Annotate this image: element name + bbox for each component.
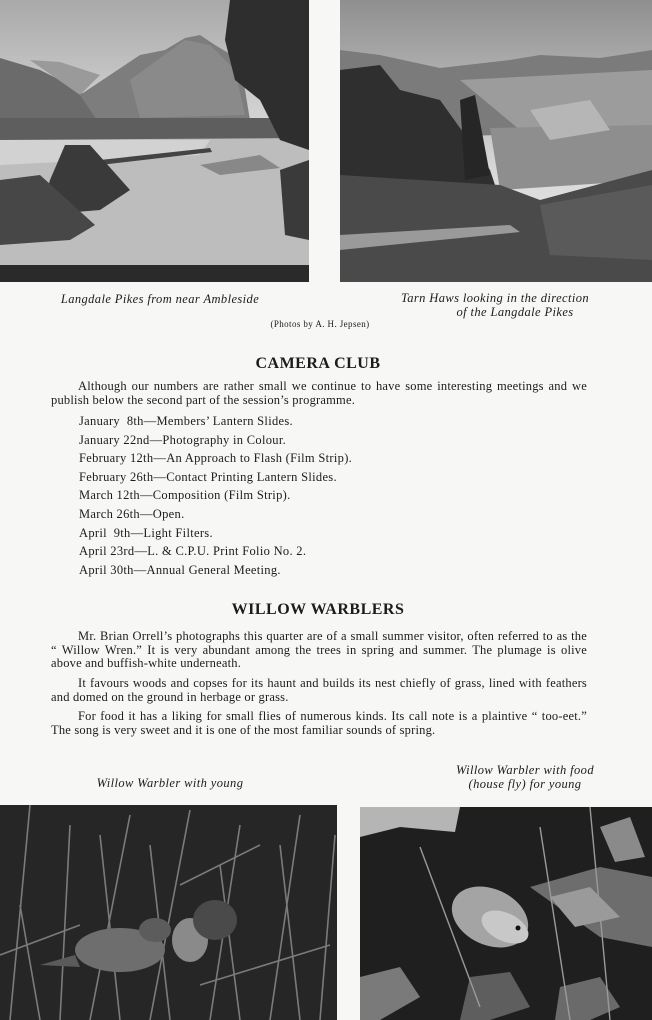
section-title-camera-club: CAMERA CLUB	[255, 355, 381, 372]
caption-line: of the Langdale Pikes	[456, 305, 574, 319]
programme-item: April 30th—Annual General Meeting.	[79, 562, 281, 577]
willow-paragraph: For food it has a liking for small flies of numerous kinds. Its call note is a plaintive “ too-eet.” The song is very sweet and it is one of the most familiar sounds of spring.	[51, 709, 587, 737]
photo-willow-warbler-with-food	[360, 807, 652, 1020]
camera-club-intro	[51, 380, 587, 407]
caption-text: Langdale Pikes from near Ambleside	[60, 292, 260, 306]
programme-item: April 23rd—L. & C.P.U. Print Folio No. 2.	[79, 544, 307, 559]
willow-paragraph: It favours woods and copses for its haunt and builds its nest chiefly of grass, lined with feathers and domed on the ground in herbage or grass.	[51, 676, 587, 704]
photo-caption	[60, 776, 280, 790]
programme-item: February 26th—Contact Printing Lantern Slides.	[79, 469, 337, 484]
programme-item: March 26th—Open.	[79, 506, 185, 521]
photo-caption	[400, 763, 650, 791]
caption-line: Willow Warbler with food	[456, 763, 594, 777]
photo-credit: (Photos by A. H. Jepsen)	[270, 319, 370, 329]
photo-caption	[370, 291, 620, 319]
photo-langdale-pikes	[0, 0, 309, 282]
section-title-willow-warblers: WILLOW WARBLERS	[231, 601, 405, 618]
programme-item: January 8th—Members’ Lantern Slides.	[79, 414, 293, 428]
photo-tarn-haws	[340, 0, 652, 282]
willow-paragraph: Mr. Brian Orrell’s photographs this quarter are of a small summer visitor, often referred to as the “ Willow Wren.” It is very abundant among the trees in spring and summer. The plumage is olive above and buffish-white underneath.	[51, 629, 587, 670]
caption-text: Willow Warbler with young	[96, 776, 244, 790]
programme-item: January 22nd—Photography in Colour.	[79, 432, 287, 447]
programme-list	[79, 412, 352, 579]
intro-text: Although our numbers are rather small we continue to have some interesting meetings and we publish below the second part of the session’s programme.	[51, 379, 587, 407]
caption-line: (house fly) for young	[468, 777, 582, 791]
photo-caption	[30, 292, 290, 306]
programme-item: April 9th—Light Filters.	[79, 525, 213, 540]
photo-willow-warbler-with-young	[0, 805, 337, 1020]
programme-item: February 12th—An Approach to Flash (Film Strip).	[79, 451, 353, 466]
programme-item: March 12th—Composition (Film Strip).	[79, 488, 291, 503]
caption-line: Tarn Haws looking in the direction	[400, 291, 590, 305]
